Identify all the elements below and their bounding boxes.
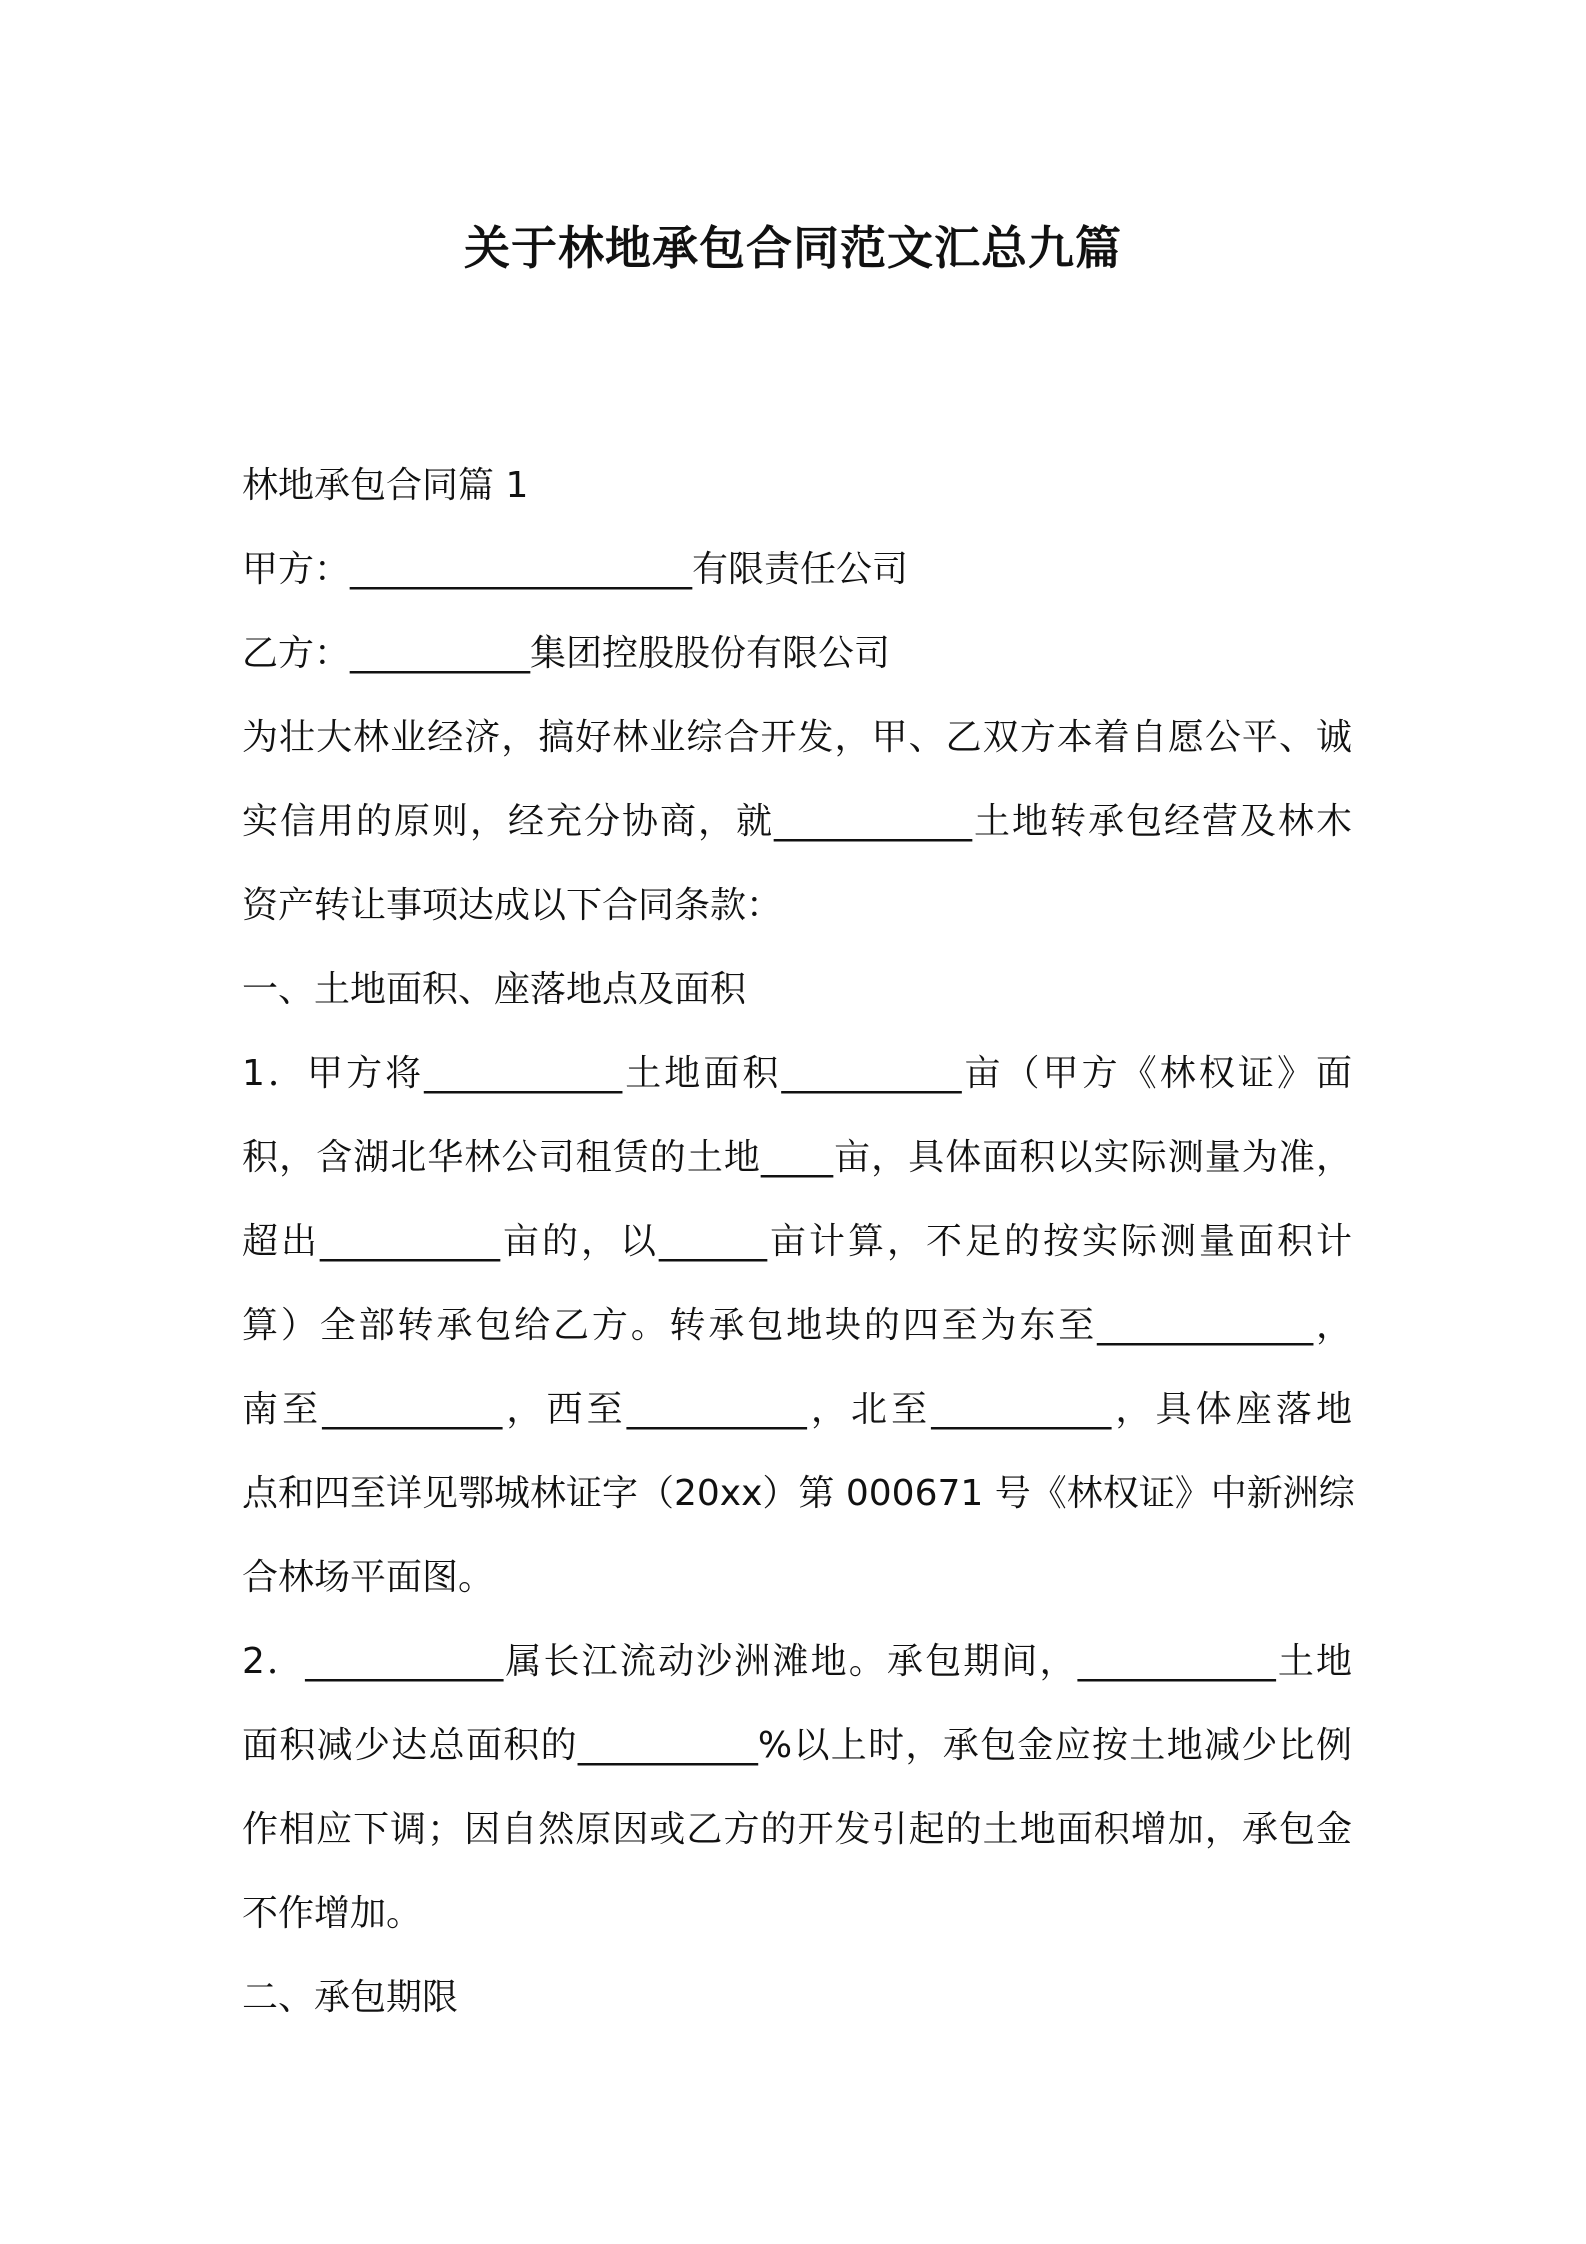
- text-line: 林地承包合同篇 1: [242, 465, 529, 506]
- text-line: 2．___________属长江流动沙洲滩地。承包期间，___________土地: [242, 1641, 1352, 1682]
- text-line: 作相应下调；因自然原因或乙方的开发引起的土地面积增加，承包金: [242, 1809, 1352, 1850]
- text-line: 实信用的原则，经充分协商，就___________土地转承包经营及林木: [242, 801, 1352, 842]
- text-line: 1．甲方将___________土地面积__________亩（甲方《林权证》面: [242, 1053, 1352, 1094]
- text-line: 二、承包期限: [242, 1977, 459, 2018]
- text-line: 为壮大林业经济，搞好林业综合开发，甲、乙双方本着自愿公平、诚: [242, 717, 1352, 758]
- document-body: [242, 444, 1355, 2040]
- document-title: 关于林地承包合同范文汇总九篇: [464, 221, 1122, 275]
- text-line: 南至__________，西至__________，北至__________，具体座落地: [242, 1389, 1352, 1430]
- text-line: 超出__________亩的，以______亩计算，不足的按实际测量面积计: [242, 1221, 1352, 1262]
- text-line: 一、土地面积、座落地点及面积: [242, 969, 747, 1010]
- text-line: 不作增加。: [242, 1893, 423, 1934]
- text-line: 面积减少达总面积的__________%以上时，承包金应按土地减少比例: [242, 1725, 1352, 1766]
- text-line: 积，含湖北华林公司租赁的土地____亩，具体面积以实际测量为准，: [242, 1137, 1352, 1178]
- text-line: 点和四至详见鄂城林证字（20xx）第 000671 号《林权证》中新洲综: [242, 1473, 1355, 1514]
- text-line: 合林场平面图。: [242, 1557, 495, 1598]
- text-line: 资产转让事项达成以下合同条款：: [242, 885, 783, 926]
- text-line: 甲方：___________________有限责任公司: [242, 549, 909, 590]
- text-line: 算）全部转承包给乙方。转承包地块的四至为东至____________，: [242, 1305, 1352, 1346]
- text-line: 乙方：__________集团控股股份有限公司: [242, 633, 891, 674]
